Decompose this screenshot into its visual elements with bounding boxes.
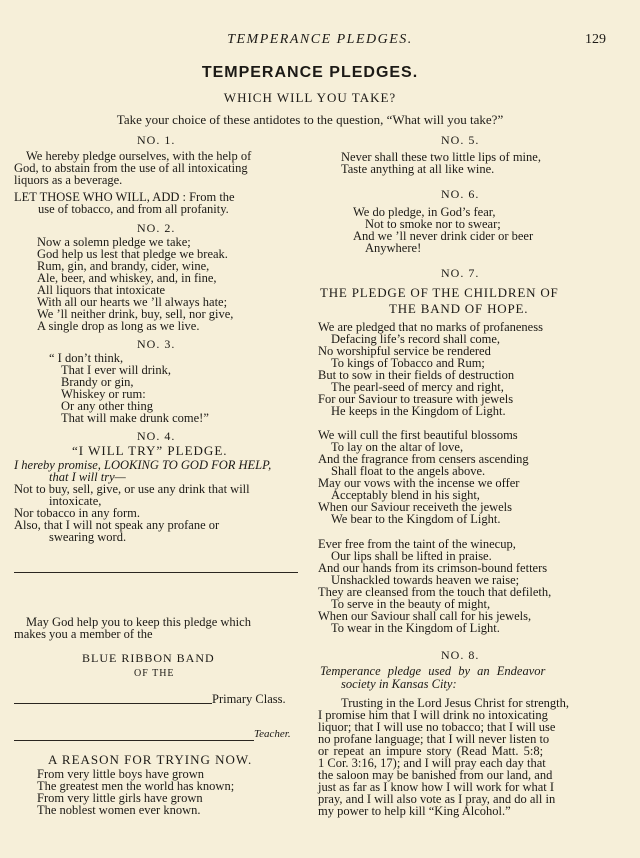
no7-stanza2-line: May our vows with the incense we offer bbox=[318, 476, 520, 490]
no6-line: Anywhere! bbox=[365, 241, 422, 255]
no7-stanza2-line: And the fragrance from censers ascending bbox=[318, 452, 529, 466]
card-line: makes you a member of the bbox=[14, 627, 153, 641]
no7-stanza3-line: When our Saviour shall call for his jewels, bbox=[318, 609, 532, 623]
divider bbox=[14, 572, 298, 573]
no3-heading: NO. 3. bbox=[137, 337, 176, 351]
no7-title: THE BAND OF HOPE. bbox=[389, 301, 529, 316]
no8-line: liquor; that I will use no tobacco; that I will use bbox=[318, 720, 556, 734]
no6-line: We do pledge, in God’s fear, bbox=[353, 205, 496, 219]
no8-line: the saloon may be banished from our land, and bbox=[318, 768, 553, 782]
no3-line: Brandy or gin, bbox=[61, 375, 134, 389]
no7-stanza1-line: He keeps in the Kingdom of Light. bbox=[331, 404, 506, 418]
no2-line: Rum, gin, and brandy, cider, wine, bbox=[37, 259, 210, 273]
no3-line: That I ever will drink, bbox=[61, 363, 172, 377]
reason-line: From very little boys have grown bbox=[37, 767, 204, 781]
teacher-line bbox=[14, 740, 254, 741]
no7-stanza1-line: For our Saviour to treasure with jewels bbox=[318, 392, 514, 406]
no2-line: All liquors that intoxicate bbox=[37, 283, 166, 297]
no1-line: God, to abstain from the use of all intoxicating bbox=[14, 161, 248, 175]
no7-stanza3-line: And our hands from its crimson-bound fetters bbox=[318, 561, 548, 575]
no7-stanza3-line: To serve in the beauty of might, bbox=[331, 597, 491, 611]
no5-line: Never shall these two little lips of mine, bbox=[341, 150, 541, 164]
no1-line: liquors as a beverage. bbox=[14, 173, 123, 187]
no8-line: I promise him that I will drink no intoxicating bbox=[318, 708, 548, 722]
no7-title: THE PLEDGE OF THE CHILDREN OF bbox=[320, 285, 559, 300]
page-title: TEMPERANCE PLEDGES. bbox=[201, 64, 419, 81]
reason-line: From very little girls have grown bbox=[37, 791, 203, 805]
reason-line: The noblest women ever known. bbox=[37, 803, 201, 817]
no8-intro: Temperance pledge used by an Endeavor bbox=[320, 664, 546, 678]
no7-stanza1-line: We are pledged that no marks of profaneness bbox=[318, 320, 543, 334]
no8-heading: NO. 8. bbox=[441, 648, 480, 662]
reason-heading: A REASON FOR TRYING NOW. bbox=[48, 752, 253, 767]
no8-line: 1 Cor. 3:16, 17); and I will pray each day that bbox=[318, 756, 546, 770]
running-header: TEMPERANCE PLEDGES. bbox=[227, 32, 413, 47]
intro-text: Take your choice of these antidotes to the question, “What will you take?” bbox=[116, 112, 504, 127]
card-band: BLUE RIBBON BAND bbox=[82, 651, 215, 665]
no6-heading: NO. 6. bbox=[441, 187, 480, 201]
no7-stanza1-line: No worshipful service be rendered bbox=[318, 344, 491, 358]
no7-stanza3-line: Unshackled towards heaven we raise; bbox=[331, 573, 520, 587]
no7-stanza1-line: To kings of Tobacco and Rum; bbox=[331, 356, 485, 370]
no6-line: Not to smoke nor to swear; bbox=[365, 217, 501, 231]
no4-line: Also, that I will not speak any profane or bbox=[14, 518, 220, 532]
no2-line: A single drop as long as we live. bbox=[37, 319, 200, 333]
no8-line: pray, and I will also vote as I pray, and do all in bbox=[318, 792, 556, 806]
reason-line: The greatest men the world has known; bbox=[37, 779, 235, 793]
card-teacher: Teacher. bbox=[254, 728, 291, 740]
no7-heading: NO. 7. bbox=[441, 266, 480, 280]
no3-line: That will make drunk come!” bbox=[61, 411, 209, 425]
no2-line: We ’ll neither drink, buy, sell, nor give, bbox=[37, 307, 234, 321]
no7-stanza3-line: Our lips shall be lifted in praise. bbox=[331, 549, 492, 563]
no2-line: With all our hearts we ’ll always hate; bbox=[37, 295, 228, 309]
no1-add-line: use of tobacco, and from all profanity. bbox=[38, 202, 229, 216]
no7-stanza2-line: We bear to the Kingdom of Light. bbox=[331, 512, 501, 526]
no1-heading: NO. 1. bbox=[137, 133, 176, 147]
no8-line: just as far as I know how I will work for what I bbox=[318, 780, 555, 794]
no2-line: Now a solemn pledge we take; bbox=[37, 235, 191, 249]
no5-heading: NO. 5. bbox=[441, 133, 480, 147]
no4-line: Not to buy, sell, give, or use any drink that will bbox=[14, 482, 250, 496]
no7-stanza2-line: Acceptably blend in his sight, bbox=[331, 488, 480, 502]
no3-line: Whiskey or rum: bbox=[61, 387, 146, 401]
no1-line: We hereby pledge ourselves, with the help of bbox=[26, 149, 252, 163]
no7-stanza1-line: But to sow in their fields of destruction bbox=[318, 368, 515, 382]
no7-stanza3-line: They are cleansed from the touch that defileth, bbox=[318, 585, 552, 599]
card-primary-class: Primary Class. bbox=[212, 692, 286, 706]
no4-pledge-title: “I WILL TRY” PLEDGE. bbox=[72, 443, 228, 458]
no4-line: intoxicate, bbox=[49, 494, 102, 508]
no4-heading: NO. 4. bbox=[137, 429, 176, 443]
no5-line: Taste anything at all like wine. bbox=[341, 162, 495, 176]
page-number: 129 bbox=[585, 32, 606, 47]
primary-class-line bbox=[14, 703, 212, 704]
no7-stanza2-line: To lay on the altar of love, bbox=[331, 440, 464, 454]
no3-line: “ I don’t think, bbox=[49, 351, 124, 365]
no1-add-line: LET THOSE WHO WILL, ADD : From the bbox=[14, 190, 235, 204]
no3-line: Or any other thing bbox=[61, 399, 153, 413]
no7-stanza2-line: We will cull the first beautiful blossoms bbox=[318, 428, 518, 442]
no4-line: swearing word. bbox=[49, 530, 127, 544]
no4-line: that I will try— bbox=[49, 470, 126, 484]
no2-line: Ale, beer, and whiskey, and, in fine, bbox=[37, 271, 217, 285]
no8-line: Trusting in the Lord Jesus Christ for strength, bbox=[341, 696, 570, 710]
card-line: May God help you to keep this pledge which bbox=[26, 615, 251, 629]
no7-stanza3-line: To wear in the Kingdom of Light. bbox=[331, 621, 500, 635]
no2-heading: NO. 2. bbox=[137, 221, 176, 235]
no8-intro: society in Kansas City: bbox=[341, 677, 457, 691]
no7-stanza1-line: The pearl-seed of mercy and right, bbox=[331, 380, 504, 394]
no7-stanza3-line: Ever free from the taint of the winecup, bbox=[318, 537, 516, 551]
no4-line: Nor tobacco in any form. bbox=[14, 506, 141, 520]
no8-line: or repeat an impure story (Read Matt. 5:8; bbox=[318, 744, 544, 758]
no7-stanza1-line: Defacing life’s record shall come, bbox=[331, 332, 501, 346]
no8-line: no profane language; that I will never listen to bbox=[318, 732, 550, 746]
card-of-the: OF THE bbox=[134, 668, 175, 679]
no7-stanza2-line: When our Saviour receiveth the jewels bbox=[318, 500, 513, 514]
no2-line: God help us lest that pledge we break. bbox=[37, 247, 228, 261]
no4-line: I hereby promise, LOOKING TO GOD FOR HELP, bbox=[14, 458, 272, 472]
no8-line: my power to help kill “King Alcohol.” bbox=[318, 804, 511, 818]
page-subtitle: WHICH WILL YOU TAKE? bbox=[223, 90, 397, 105]
no7-stanza2-line: Shall float to the angels above. bbox=[331, 464, 486, 478]
no6-line: And we ’ll never drink cider or beer bbox=[353, 229, 534, 243]
